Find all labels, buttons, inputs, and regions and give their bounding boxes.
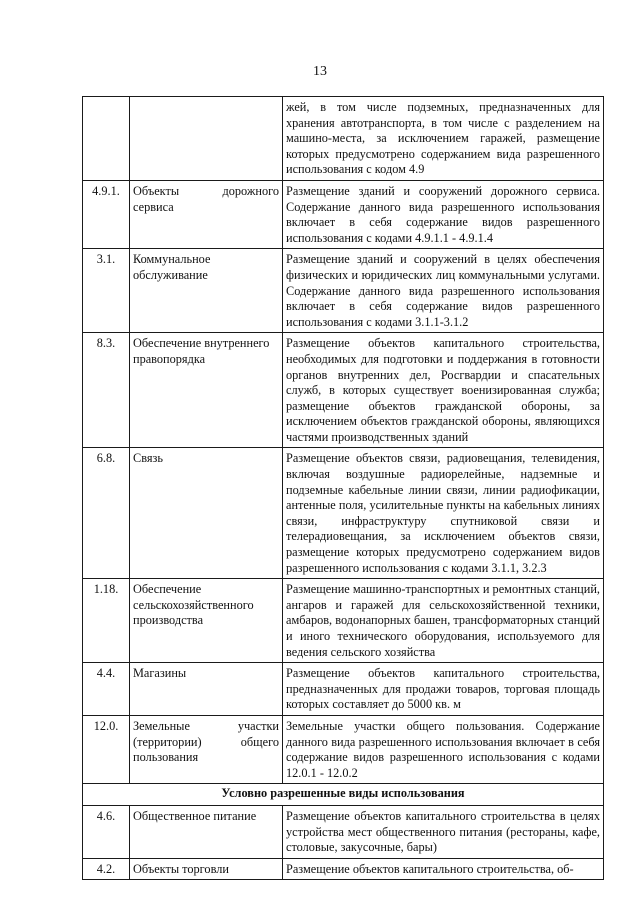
use-name: Объекты дорожного сервиса	[130, 180, 283, 248]
page-number: 13	[313, 64, 327, 79]
use-description: Земельные участки общего пользования. Содержание данного вида разрешенного использования включает в себя содержание видов разрешенного использования с кодами 12.0.1 - 12.0.2	[283, 715, 604, 783]
use-name: Коммунальное обслуживание	[130, 249, 283, 333]
use-code: 4.2.	[83, 858, 130, 880]
use-name: Магазины	[130, 663, 283, 716]
use-name: Обеспечение внутреннего правопорядка	[130, 333, 283, 448]
use-description: Размещение зданий и сооружений в целях обеспечения физических и юридических лиц коммунальными услугами. Содержание данного вида разрешенного использования включает в себя содержание видов разрешенного использования с кодами 3.1.1-3.1.2	[283, 249, 604, 333]
use-code: 8.3.	[83, 333, 130, 448]
table-row	[83, 715, 604, 783]
table-row	[83, 579, 604, 663]
use-description: Размещение объектов капитального строительства в целях устройства мест общественного питания (рестораны, кафе, столовые, закусочные, бары)	[283, 805, 604, 858]
use-description: Размещение машинно-транспортных и ремонтных станций, ангаров и гаражей для сельскохозяйственной техники, амбаров, водонапорных башен, трансформаторных станций и иного технического оборудования, используемого для ведения сельского хозяйства	[283, 579, 604, 663]
use-code: 4.9.1.	[83, 180, 130, 248]
use-description: Размещение объектов капитального строительства, предназначенных для продажи товаров, торговая площадь которых составляет до 5000 кв. м	[283, 663, 604, 716]
use-name	[130, 97, 283, 181]
use-name: Земельные участки (территории) общего пользования	[130, 715, 283, 783]
use-code: 3.1.	[83, 249, 130, 333]
section-heading: Условно разрешенные виды использования	[83, 784, 604, 806]
use-name: Общественное питание	[130, 805, 283, 858]
use-name: Обеспечение сельскохозяйственного производства	[130, 579, 283, 663]
use-name: Объекты торговли	[130, 858, 283, 880]
use-name: Связь	[130, 448, 283, 579]
use-code: 4.4.	[83, 663, 130, 716]
use-description: Размещение объектов связи, радиовещания, телевидения, включая воздушные радиорелейные, надземные и подземные кабельные линии связи, линии радиофикации, антенные поля, усилительные пункты на кабельных линиях связи, инфраструктуру спутниковой связи и телерадиовещания, за исключением объектов связи, размещение которых предусмотрено содержанием видов разрешенного использования с кодами 3.1.1, 3.2.3	[283, 448, 604, 579]
use-description: Размещение объектов капитального строительства, об-	[283, 858, 604, 880]
table-row	[83, 249, 604, 333]
use-code: 6.8.	[83, 448, 130, 579]
use-code	[83, 97, 130, 181]
use-code: 4.6.	[83, 805, 130, 858]
table-row	[83, 663, 604, 716]
use-description: Размещение объектов капитального строительства, необходимых для подготовки и поддержания в готовности органов внутренних дел, Росгвардии и спасательных служб, в которых существует военизированная служба; размещение объектов гражданской обороны, за исключением объектов гражданской обороны, являющихся частями производственных зданий	[283, 333, 604, 448]
table-row	[83, 180, 604, 248]
section-heading-row	[83, 784, 604, 806]
table-row	[83, 333, 604, 448]
table-row	[83, 97, 604, 181]
use-code: 12.0.	[83, 715, 130, 783]
table-row	[83, 858, 604, 880]
table-row	[83, 448, 604, 579]
table-row	[83, 805, 604, 858]
land-use-table	[82, 96, 604, 880]
use-code: 1.18.	[83, 579, 130, 663]
use-description: жей, в том числе подземных, предназначенных для хранения автотранспорта, в том числе с разделением на машино-места, за исключением гаражей, размещение которых предусмотрено содержанием вида разрешенного использования с кодом 4.9	[283, 97, 604, 181]
use-description: Размещение зданий и сооружений дорожного сервиса. Содержание данного вида разрешенного использования включает в себя содержание видов разрешенного использования с кодами 4.9.1.1 - 4.9.1.4	[283, 180, 604, 248]
